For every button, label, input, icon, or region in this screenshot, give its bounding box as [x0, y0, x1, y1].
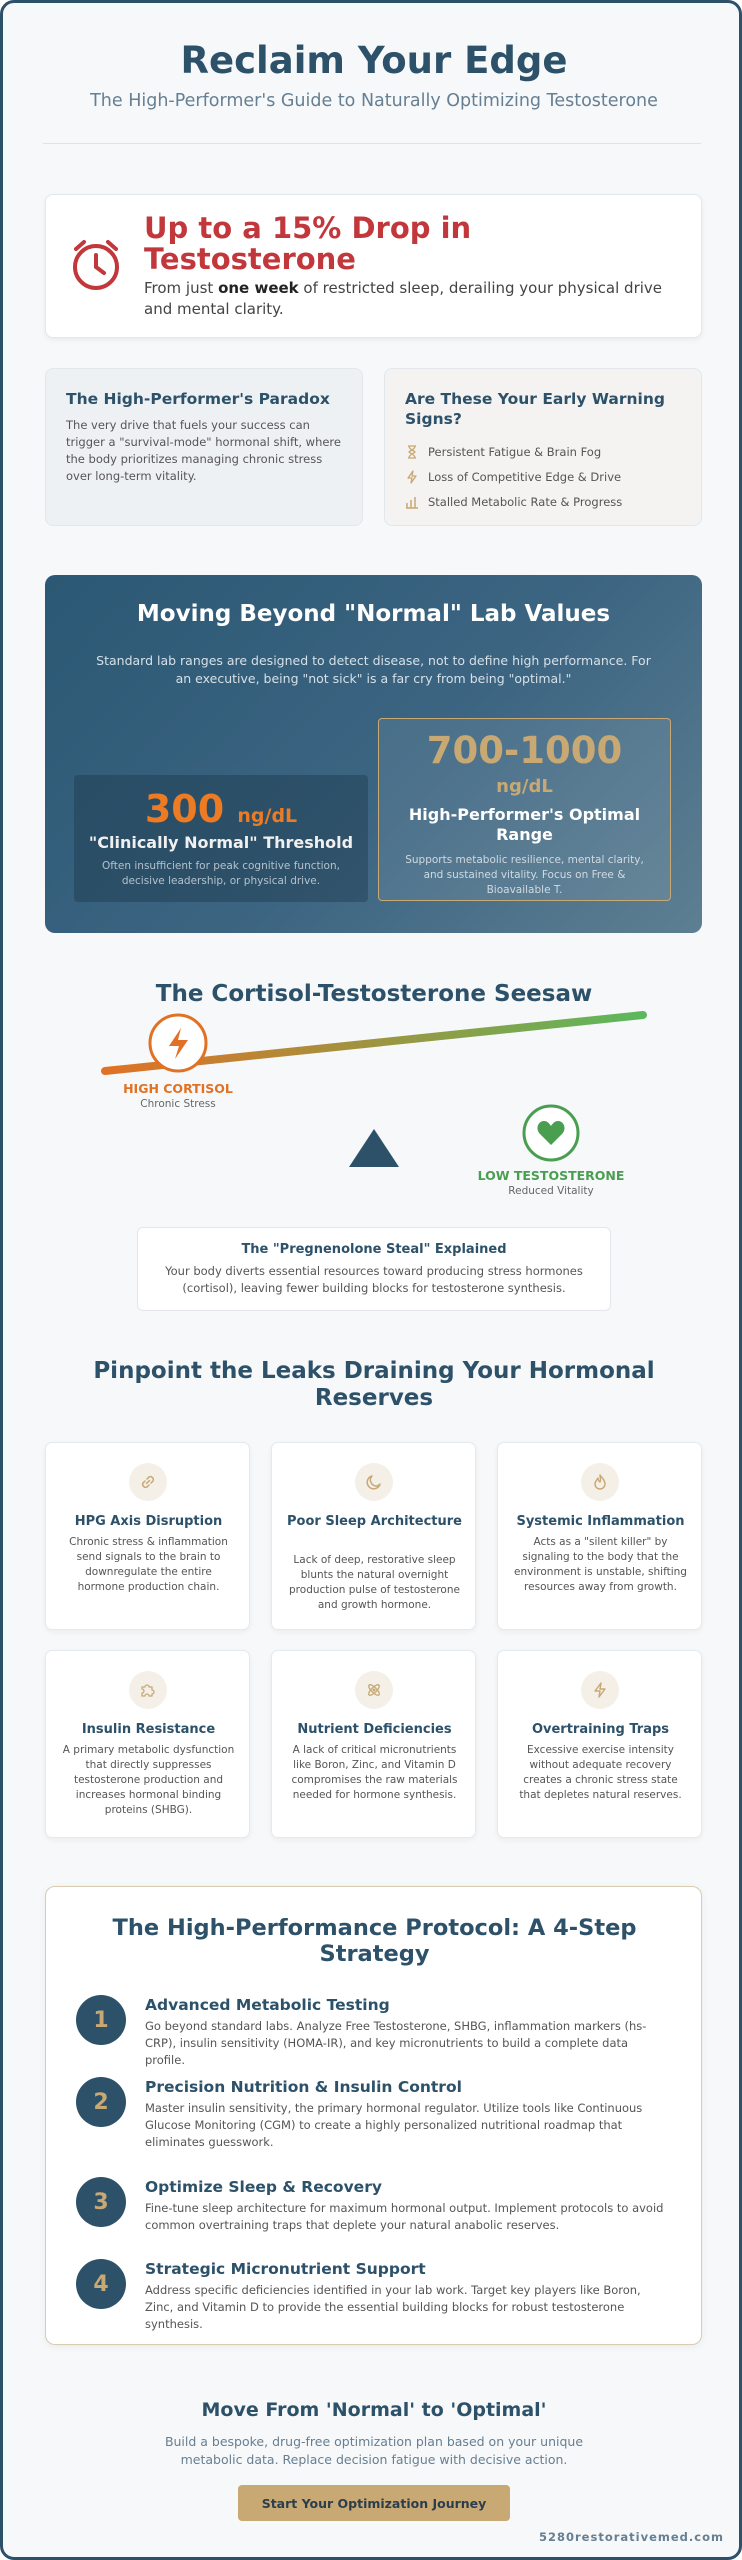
low-testosterone-label: LOW TESTOSTERONE: [477, 1168, 625, 1183]
leak-text: A lack of critical micronutrients like Boron, Zinc, and Vitamin D compromises the raw materials needed for hormone synthesis.: [291, 1744, 458, 1801]
step-text: Go beyond standard labs. Analyze Free Testosterone, SHBG, inflammation markers (hs-CRP), insulin sensitivity (HOMA-IR), and key micronutrients to build a complete data profile.: [145, 2019, 647, 2067]
steal-text: Your body diverts essential resources toward producing stress hormones (cortisol), leaving fewer building blocks for testosterone synthesis.: [165, 1264, 583, 1295]
leak-card-nutrients: [271, 1650, 476, 1838]
link-icon: [129, 1463, 167, 1501]
paradox-card: [45, 368, 363, 526]
cta-text: Build a bespoke, drug-free optimization plan based on your unique metabolic data. Replace decision fatigue with decisive action.: [164, 2434, 584, 2467]
leak-text: Acts as a "silent killer" by signaling to the body that the environment is unstable, shifting resources away from growth.: [514, 1536, 687, 1593]
leak-text: Lack of deep, restorative sleep blunts the natural overnight production pulse of testosterone and growth hormone.: [289, 1554, 460, 1611]
leak-card-overtraining: [497, 1650, 702, 1838]
clock-icon: [66, 235, 126, 295]
atom-icon: [355, 1671, 393, 1709]
step-text: Fine-tune sleep architecture for maximum hormonal output. Implement protocols to avoid common overtraining traps that deplete your natural anabolic reserves.: [145, 2201, 664, 2232]
leak-title: Nutrient Deficiencies: [297, 1722, 452, 1737]
normal-label: "Clinically Normal" Threshold: [88, 833, 354, 852]
step-title: Precision Nutrition & Insulin Control: [145, 2078, 462, 2096]
high-cortisol-label: HIGH CORTISOL: [123, 1081, 233, 1096]
footer-url[interactable]: 5280restorativemed.com: [539, 2530, 724, 2544]
flame-icon: [581, 1463, 619, 1501]
cta-title: Move From 'Normal' to 'Optimal': [201, 2399, 547, 2421]
step-title: Advanced Metabolic Testing: [145, 1996, 390, 2014]
header-divider: [43, 143, 701, 144]
puzzle-icon: [129, 1671, 167, 1709]
lightning-icon: [405, 470, 419, 484]
protocol-title: The High-Performance Protocol: A 4-Step Strategy: [112, 1915, 637, 1967]
alert-emphasis: one week: [218, 279, 299, 297]
step-number: 2: [76, 2077, 126, 2127]
normal-value: 300 ng/dL: [144, 787, 298, 831]
seesaw-fulcrum: [349, 1129, 399, 1167]
leak-card-inflammation: [497, 1442, 702, 1630]
moon-icon: [355, 1463, 393, 1501]
optimal-label: High-Performer's Optimal Range: [408, 805, 641, 844]
hourglass-icon: [405, 445, 419, 459]
leak-card-insulin: [45, 1650, 250, 1838]
leak-title: Systemic Inflammation: [516, 1514, 685, 1529]
leak-title: HPG Axis Disruption: [74, 1514, 223, 1529]
pregnenolone-steal-card: [137, 1227, 611, 1311]
alert-text: From just one week of restricted sleep, derailing your physical drive and mental clarity.: [144, 279, 663, 318]
leak-text: Chronic stress & inflammation send signals to the brain to downregulate the entire hormone production chain.: [69, 1536, 228, 1593]
sleep-alert-card: [45, 194, 702, 338]
optimal-value: 700-1000: [426, 729, 623, 772]
paradox-text: The very drive that fuels your success can trigger a "survival-mode" hormonal shift, where the body prioritizes managing chronic stress over long-term vitality.: [66, 418, 341, 483]
leak-text: A primary metabolic dysfunction that directly suppresses testosterone production and increases hormonal binding proteins (SHBG).: [62, 1744, 235, 1816]
list-item: Persistent Fatigue & Brain Fog: [405, 439, 622, 464]
protocol-card: [45, 1886, 702, 2345]
step-text: Master insulin sensitivity, the primary hormonal regulator. Utilize tools like Continuous Glucose Monitoring (CGM) to create a highly personalized nutritional roadmap that eliminates guesswork.: [145, 2101, 643, 2149]
low-testosterone-sub: Reduced Vitality: [508, 1185, 594, 1197]
lab-values-section: [45, 575, 702, 933]
lab-description: Standard lab ranges are designed to detect disease, not to define high performance. For an executive, being "not sick" is a far cry from being "optimal.": [96, 653, 651, 686]
page-subtitle: The High-Performer's Guide to Naturally Optimizing Testosterone: [90, 91, 658, 111]
seesaw-diagram: [3, 1003, 742, 1223]
step-number: 1: [76, 1995, 126, 2045]
leaks-title: Pinpoint the Leaks Draining Your Hormonal Reserves: [93, 1358, 655, 1411]
leak-card-hpg: [45, 1442, 250, 1630]
start-journey-button[interactable]: Start Your Optimization Journey: [238, 2485, 510, 2521]
optimal-unit: ng/dL: [496, 776, 553, 797]
lab-title: Moving Beyond "Normal" Lab Values: [136, 601, 611, 627]
page-title: Reclaim Your Edge: [180, 39, 568, 82]
steal-title: The "Pregnenolone Steal" Explained: [241, 1242, 507, 1257]
warning-signs-list: [405, 439, 622, 514]
heart-icon: [524, 1106, 578, 1160]
step-text: Address specific deficiencies identified in your lab work. Target key players like Boron, Zinc, and Vitamin D to provide the essential building blocks for robust testosterone synthesis.: [145, 2283, 641, 2331]
leak-text: Excessive exercise intensity without adequate recovery creates a chronic stress state that depletes natural reserves.: [519, 1744, 682, 1801]
bar-chart-icon: [405, 495, 419, 509]
paradox-title: The High-Performer's Paradox: [66, 390, 330, 408]
list-item: Loss of Competitive Edge & Drive: [405, 464, 622, 489]
leak-card-sleep: [271, 1442, 476, 1630]
normal-note: Often insufficient for peak cognitive function, decisive leadership, or physical drive.: [102, 860, 340, 887]
leak-title: Insulin Resistance: [81, 1722, 216, 1737]
step-number: 3: [76, 2177, 126, 2227]
step-title: Optimize Sleep & Recovery: [145, 2178, 382, 2196]
warning-signs-card: [384, 368, 702, 526]
warning-signs-title: Are These Your Early Warning Signs?: [405, 390, 665, 428]
optimal-note: Supports metabolic resilience, mental clarity, and sustained vitality. Focus on Free & Bioavailable T.: [405, 854, 644, 896]
leak-title: Poor Sleep Architecture: [287, 1514, 462, 1529]
lightning-icon: [150, 1015, 206, 1071]
optimal-range-box: [378, 718, 671, 901]
seesaw-title: The Cortisol-Testosterone Seesaw: [155, 981, 593, 1007]
high-cortisol-sub: Chronic Stress: [140, 1098, 216, 1110]
normal-threshold-box: [74, 775, 368, 902]
leak-title: Overtraining Traps: [531, 1722, 670, 1737]
step-number: 4: [76, 2259, 126, 2309]
lightning-icon: [581, 1671, 619, 1709]
list-item: Stalled Metabolic Rate & Progress: [405, 489, 622, 514]
step-title: Strategic Micronutrient Support: [145, 2260, 426, 2278]
alert-headline: Up to a 15% Drop in Testosterone: [144, 211, 472, 276]
